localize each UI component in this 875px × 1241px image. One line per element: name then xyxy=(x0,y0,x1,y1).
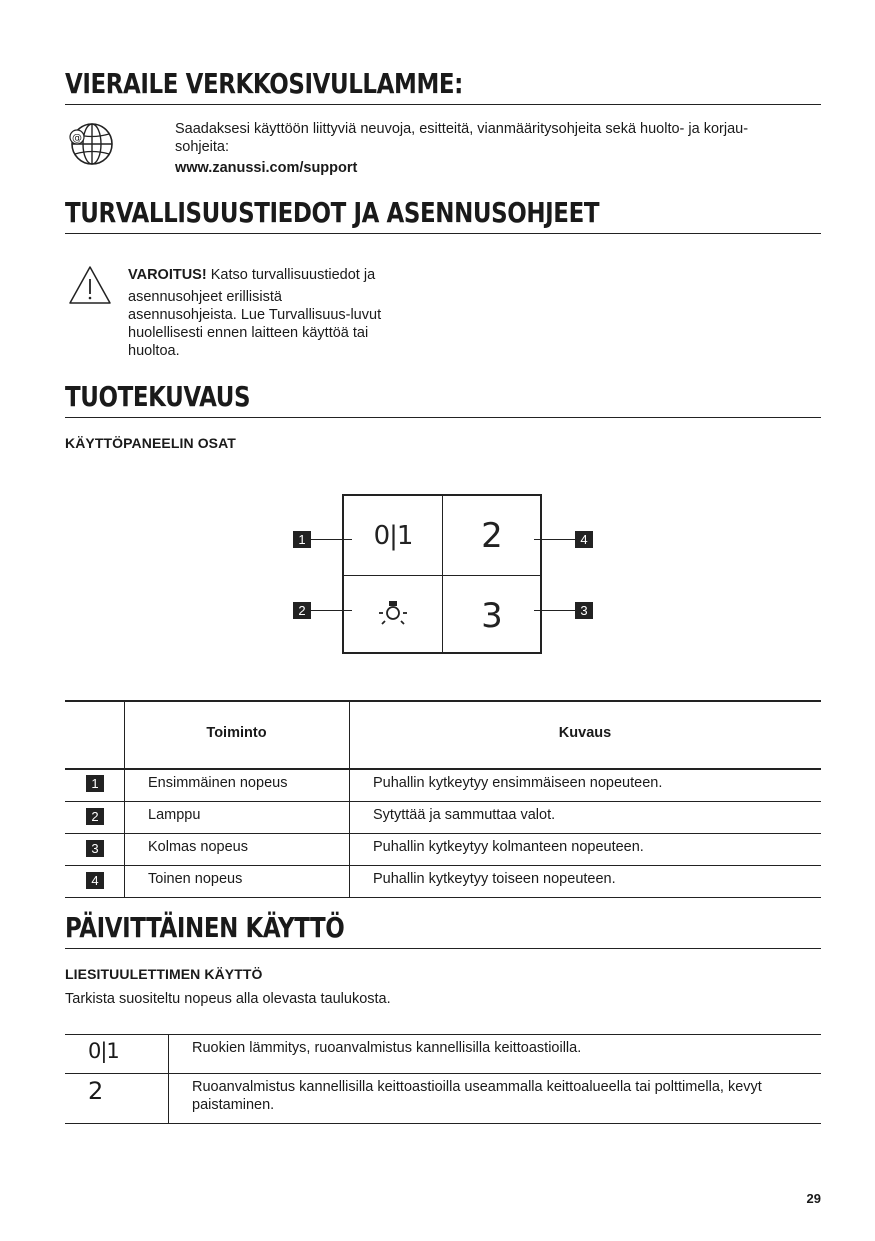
speed-table-bottom-rule xyxy=(65,1123,821,1124)
warning-line5: huoltoa. xyxy=(128,343,180,359)
warning-line4: huolellisesti ennen laitteen käyttöä tai xyxy=(128,325,369,341)
visit-text-line1: Saadaksesi käyttöön liittyviä neuvoja, esitteitä, vianmääritysohjeita sekä huolto- ja korjau- xyxy=(175,121,749,137)
svg-text:@: @ xyxy=(72,133,82,144)
warning-line2: asennusohjeet erillisistä xyxy=(128,289,282,305)
row-function: Lamppu xyxy=(148,807,201,823)
warning-triangle-icon xyxy=(67,264,113,306)
speed-table-col-divider xyxy=(168,1034,169,1123)
speed-2-button[interactable] xyxy=(443,496,541,575)
warning-label: VAROITUS! xyxy=(128,267,207,283)
warning-line1-text: Katso turvallisuustiedot ja xyxy=(206,267,376,283)
func-table-row-rule xyxy=(65,833,821,834)
row-number-badge: 1 xyxy=(86,775,104,792)
panel-subheading: KÄYTTÖPANEELIN OSAT xyxy=(65,435,236,451)
daily-heading: PÄIVITTÄINEN KÄYTTÖ xyxy=(65,911,345,944)
speed-description: Ruokien lämmitys, ruoanvalmistus kannellisilla keittoastioilla. xyxy=(192,1040,582,1056)
visit-rule xyxy=(65,104,821,105)
func-table-header-function: Toiminto xyxy=(206,725,267,741)
callout-2: 2 xyxy=(293,602,311,619)
daily-rule xyxy=(65,948,821,949)
lamp-icon xyxy=(378,599,408,633)
speed-3-button[interactable] xyxy=(443,576,541,655)
callout-3: 3 xyxy=(575,602,593,619)
callout-3-leader xyxy=(534,610,575,611)
callout-2-leader xyxy=(311,610,352,611)
speed-table-row-rule xyxy=(65,1073,821,1074)
callout-4-leader xyxy=(534,539,575,540)
visit-url-link[interactable]: www.zanussi.com/support xyxy=(175,160,358,176)
speed-3-label: 3 xyxy=(481,595,503,636)
row-number-badge: 2 xyxy=(86,808,104,825)
visit-heading: VIERAILE VERKKOSIVULLAMME: xyxy=(65,67,463,100)
callout-1: 1 xyxy=(293,531,311,548)
func-table-top-rule xyxy=(65,700,821,702)
row-description: Puhallin kytkeytyy toiseen nopeuteen. xyxy=(373,871,616,887)
power-button[interactable] xyxy=(344,496,442,575)
callout-4: 4 xyxy=(575,531,593,548)
power-button-label: 0|1 xyxy=(373,520,413,551)
speed-description-cont: paistaminen. xyxy=(192,1097,275,1113)
row-description: Puhallin kytkeytyy kolmanteen nopeuteen. xyxy=(373,839,644,855)
speed-description: Ruoanvalmistus kannellisilla keittoastioilla useammalla keittoalueella tai polttimella, kevyt xyxy=(192,1079,762,1095)
row-description: Puhallin kytkeytyy ensimmäiseen nopeuteen. xyxy=(373,775,663,791)
func-table-header-rule xyxy=(65,768,821,770)
row-function: Kolmas nopeus xyxy=(148,839,248,855)
func-table-bottom-rule xyxy=(65,897,821,898)
speed-symbol: 2 xyxy=(88,1077,104,1105)
row-function: Ensimmäinen nopeus xyxy=(148,775,288,791)
warning-line3: asennusohjeista. Lue Turvallisuus-luvut xyxy=(128,307,382,323)
row-number-badge: 3 xyxy=(86,840,104,857)
safety-rule xyxy=(65,233,821,234)
row-number-badge: 4 xyxy=(86,872,104,889)
product-rule xyxy=(65,417,821,418)
hood-usage-subheading: LIESITUULETTIMEN KÄYTTÖ xyxy=(65,966,263,982)
speed-symbol: 0|1 xyxy=(88,1039,119,1063)
control-panel xyxy=(342,494,542,654)
page-number: 29 xyxy=(806,1191,821,1206)
speed-2-label: 2 xyxy=(481,515,503,556)
web-globe-icon xyxy=(66,120,116,170)
warning-line1 xyxy=(128,266,375,284)
product-heading: TUOTEKUVAUS xyxy=(65,380,251,413)
speed-table-top-rule xyxy=(65,1034,821,1035)
row-function: Toinen nopeus xyxy=(148,871,243,887)
hood-usage-intro: Tarkista suositeltu nopeus alla olevasta taulukosta. xyxy=(65,991,391,1007)
visit-text-line2: sohjeita: xyxy=(175,139,230,155)
func-table-row-rule xyxy=(65,801,821,802)
light-button[interactable] xyxy=(344,576,442,655)
row-description: Sytyttää ja sammuttaa valot. xyxy=(373,807,556,823)
callout-1-leader xyxy=(311,539,352,540)
func-table-row-rule xyxy=(65,865,821,866)
func-table-header-description: Kuvaus xyxy=(558,725,612,741)
safety-heading: TURVALLISUUSTIEDOT JA ASENNUSOHJEET xyxy=(65,196,600,229)
